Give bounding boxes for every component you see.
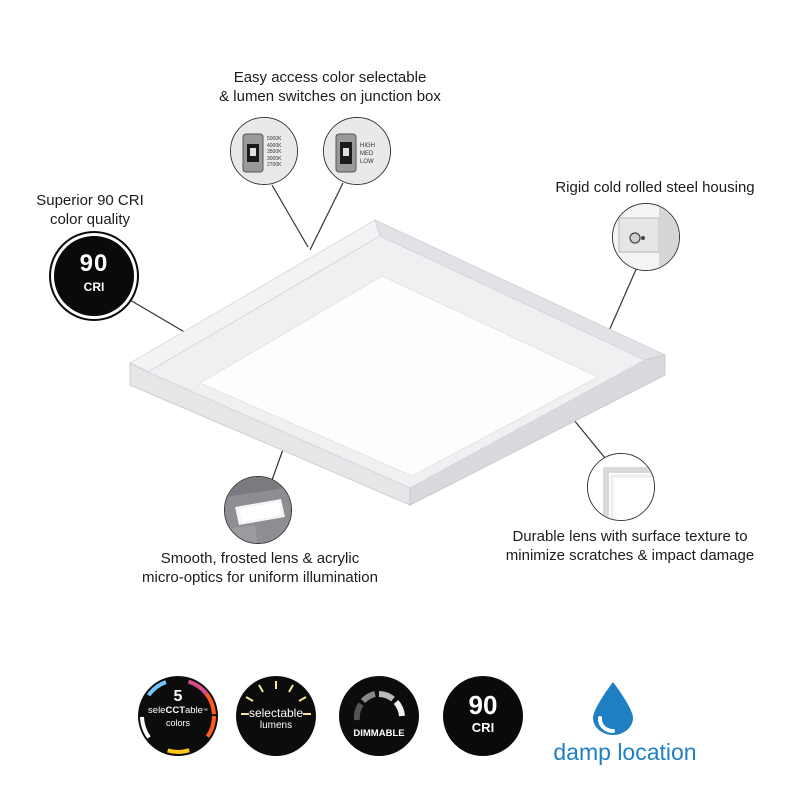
lumen-option: MED <box>360 151 374 157</box>
cct-option: 3500K <box>267 149 282 155</box>
cct-option: 2700K <box>267 162 282 168</box>
selectable-cct-icon <box>138 676 218 756</box>
cct-suffix: able <box>185 705 203 716</box>
callout-cri-line1: Superior 90 CRI <box>36 192 144 209</box>
cct-number: 5 <box>173 688 183 705</box>
screw-icon <box>630 233 640 243</box>
cri-icon-value: 90 <box>468 690 498 720</box>
callout-lens-diffuse <box>110 549 410 587</box>
callout-switches <box>185 68 475 106</box>
lumen-switch-labels <box>360 142 375 166</box>
callout-housing <box>530 178 780 197</box>
cri-badge-large <box>51 233 137 319</box>
callout-lens-durable-line2: minimize scratches & impact damage <box>505 547 755 564</box>
cct-sub: colors <box>165 718 190 728</box>
cct-option: 3000K <box>267 155 282 162</box>
lumen-option: HIGH <box>360 143 375 149</box>
callout-switches-line1: Easy access color selectable <box>233 69 427 86</box>
housing-thumbnail <box>612 203 680 271</box>
water-drop-icon <box>587 680 639 736</box>
cri-badge-label: CRI <box>83 280 105 294</box>
callout-cri <box>20 191 160 229</box>
selectable-lumens-icon <box>236 676 316 756</box>
callout-lens-diffuse-line2: micro-optics for uniform illumination <box>142 569 378 586</box>
cct-option: 4000K <box>267 142 282 149</box>
callout-lens-durable-line1: Durable lens with surface texture to <box>512 528 748 545</box>
cri-badge-value: 90 <box>79 250 109 277</box>
callout-housing-line1: Rigid cold rolled steel housing <box>555 179 755 196</box>
dimmable-label: DIMMABLE <box>353 728 405 739</box>
callout-switches-line2: & lumen switches on junction box <box>219 88 441 105</box>
lens-diffuse-thumbnail <box>224 476 292 544</box>
callout-lens-diffuse-line1: Smooth, frosted lens & acrylic <box>160 550 360 567</box>
cct-tm: ™ <box>202 708 208 714</box>
lumen-switch-thumbnail <box>323 117 391 185</box>
damp-location-icon <box>545 680 705 770</box>
lumen-option: LOW <box>360 159 374 165</box>
cct-switch-labels <box>267 136 281 169</box>
callout-cri-line2: color quality <box>49 211 131 228</box>
callout-lens-durable <box>480 527 780 565</box>
cct-mid: CCT <box>165 705 185 716</box>
lumens-line2: lumens <box>259 720 293 731</box>
lens-durable-thumbnail <box>587 453 655 521</box>
cct-switch-thumbnail <box>230 117 298 185</box>
lumens-line1: selectable <box>248 706 304 720</box>
dimmable-icon <box>339 676 419 756</box>
cct-prefix: sele <box>148 705 166 716</box>
cri-icon-label: CRI <box>471 720 495 735</box>
cri-icon <box>443 676 523 756</box>
cct-option: 5000K <box>267 136 282 142</box>
damp-location-label: damp location <box>553 739 697 765</box>
